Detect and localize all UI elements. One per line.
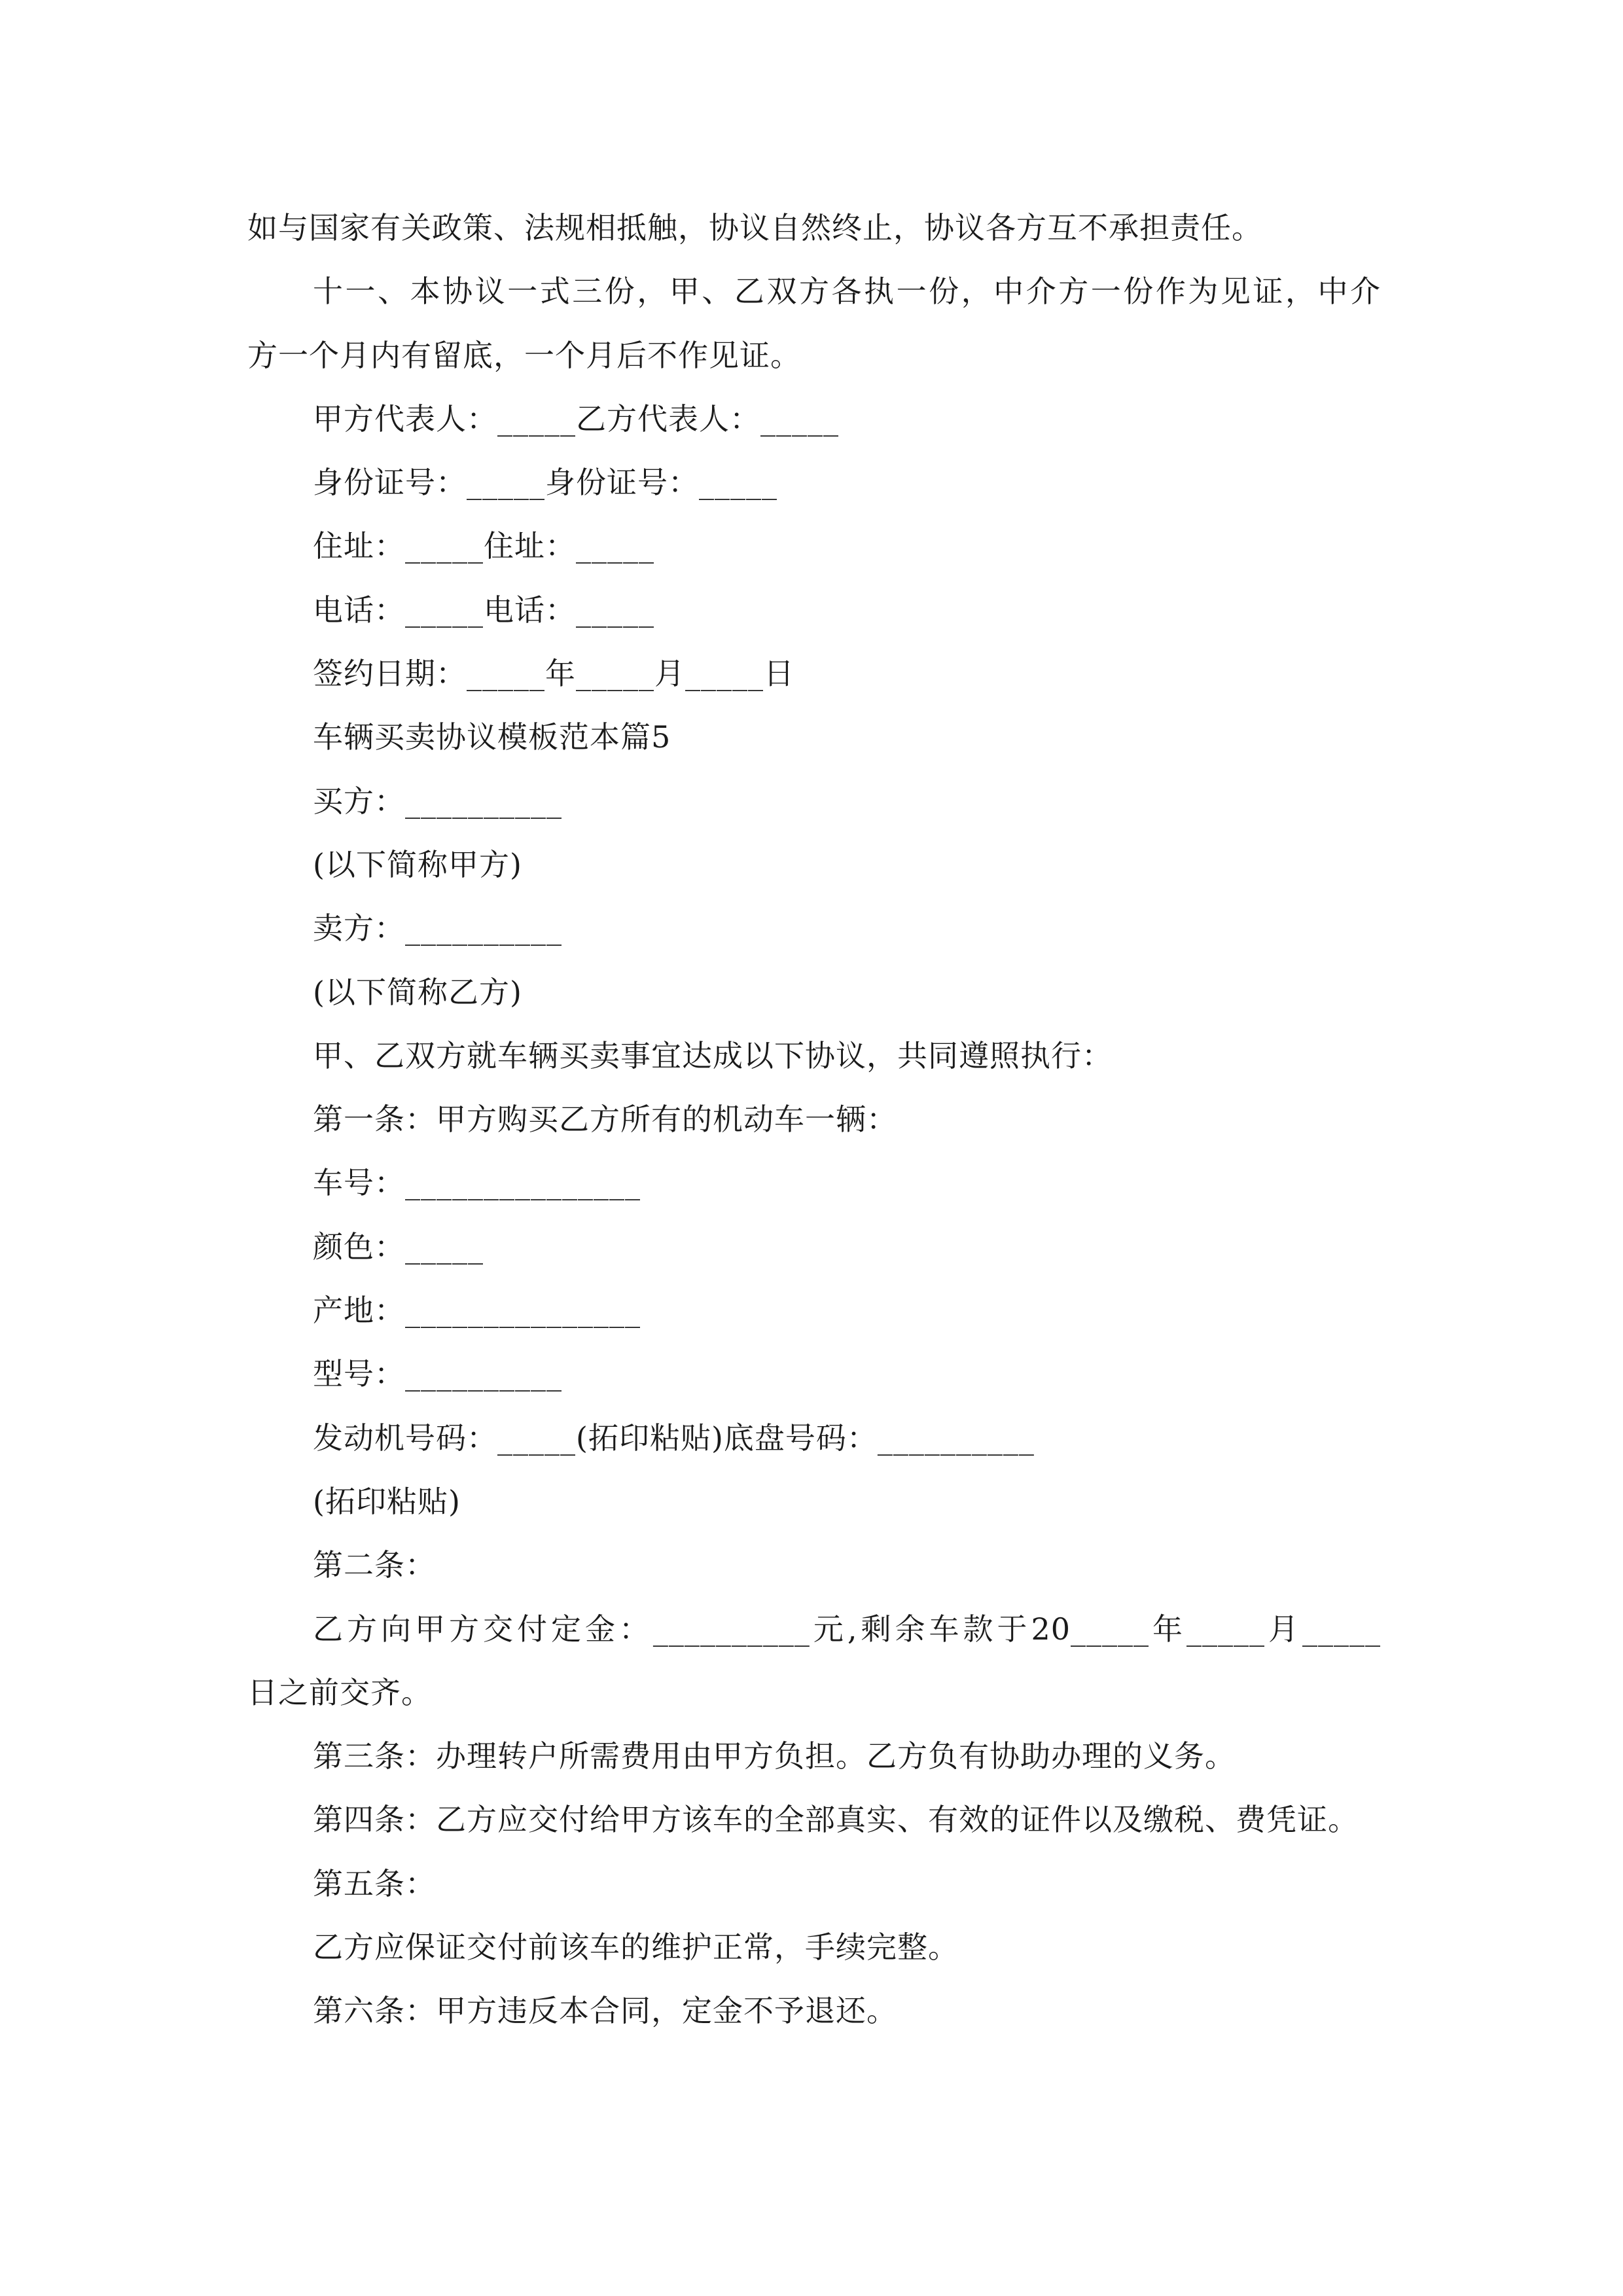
document-line: 甲方代表人：_____乙方代表人：_____ [313,401,839,437]
document-line: 第二条： [313,1547,436,1583]
document-line: 身份证号：_____身份证号：_____ [313,465,777,501]
document-line: 卖方：__________ [313,910,562,946]
document-body [247,196,1381,2043]
document-line: 第一条：甲方购买乙方所有的机动车一辆： [313,1102,897,1138]
document-line: (以下简称甲方) [313,846,522,882]
document-line: (拓印粘贴) [313,1483,461,1519]
document-line: 发动机号码：_____(拓印粘贴)底盘号码：__________ [313,1420,1035,1456]
document-line: 车辆买卖协议模板范本篇5 [313,719,671,755]
document-line: 买方：__________ [313,783,562,819]
document-line: 车号：_______________ [313,1165,641,1201]
document-line: 产地：_______________ [313,1293,641,1329]
document-line: 电话：_____电话：_____ [313,592,654,628]
document-line: 住址：_____住址：_____ [313,528,654,564]
document-line: 第四条：乙方应交付给甲方该车的全部真实、有效的证件以及缴税、费凭证。 [313,1802,1359,1838]
document-line: 乙方向甲方交付定金：__________元,剩余车款于20_____年_____月_____ [313,1611,1381,1647]
document-line: 如与国家有关政策、法规相抵触，协议自然终止，协议各方互不承担责任。 [247,210,1262,245]
document-line: 第五条： [313,1865,436,1901]
document-line: 型号：__________ [313,1356,562,1392]
document-line: 方一个月内有留底，一个月后不作见证。 [247,337,801,373]
document-line: 日之前交齐。 [247,1674,432,1710]
document-line: 颜色：_____ [313,1229,484,1265]
document-line: 十一、本协议一式三份，甲、乙双方各执一份，中介方一份作为见证，中介 [313,274,1381,310]
document-line: 乙方应保证交付前该车的维护正常，手续完整。 [313,1929,959,1965]
document-line: 第六条：甲方违反本合同，定金不予退还。 [313,1993,897,2029]
document-line: 第三条：办理转户所需费用由甲方负担。乙方负有协助办理的义务。 [313,1738,1236,1774]
document-line: 签约日期：_____年_____月_____日 [313,656,794,692]
document-line: 甲、乙双方就车辆买卖事宜达成以下协议，共同遵照执行： [313,1037,1113,1073]
document-line: (以下简称乙方) [313,974,522,1010]
